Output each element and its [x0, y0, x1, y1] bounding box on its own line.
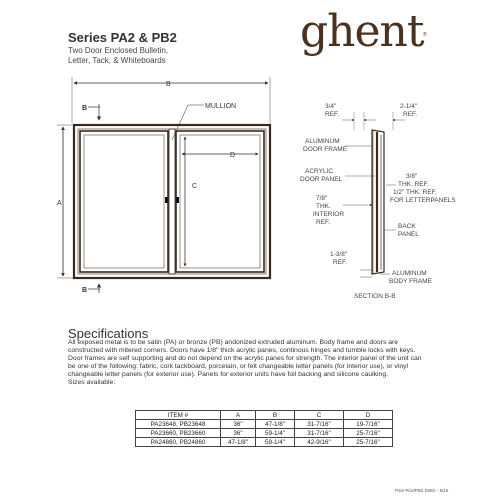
cell-b: 59-1/4": [256, 429, 295, 438]
aluminum-body-frame-line1: ALUMINUM: [392, 270, 427, 277]
acrylic-door-panel-line2: DOOR PANEL: [300, 176, 343, 183]
back-panel-line2: PANEL: [398, 231, 419, 238]
table-row: [136, 438, 393, 447]
cell-d: 25-7/16": [344, 438, 393, 447]
aluminum-door-frame-line1: ALUMINUM: [305, 138, 340, 145]
section-b-b-label: SECTION B-B: [354, 293, 396, 300]
col-item: ITEM #: [136, 411, 221, 420]
section-view: [300, 103, 456, 300]
dim-7-8-ref: REF.: [316, 219, 331, 226]
cell-item: PA23660, PB23660: [136, 429, 221, 438]
col-d: D: [344, 411, 393, 420]
dim-2-1-4-ref: REF.: [403, 111, 418, 118]
cell-a: 36": [221, 420, 256, 429]
acrylic-door-panel-line1: ACRYLIC: [305, 168, 334, 175]
drawing-footer: PSS-PA2/PB2.DWG - 8/15: [395, 488, 449, 493]
dim-2-1-4: 2-1/4": [400, 103, 418, 110]
dim-b-label: B: [166, 81, 171, 88]
mullion-label: MULLION: [205, 103, 237, 110]
dim-c-label: C: [192, 183, 198, 190]
cell-d: 25-7/16": [344, 429, 393, 438]
cell-c: 31-7/16": [295, 429, 344, 438]
aluminum-door-frame-line2: DOOR FRAME: [303, 146, 348, 153]
registered-mark: ®: [423, 32, 427, 38]
subtitle-line: Letter, Tack, & Whiteboards: [68, 56, 166, 65]
section-marker-top: B: [82, 105, 88, 112]
col-b: B: [256, 411, 295, 420]
cell-item: PA23648, PB23648: [136, 420, 221, 429]
table-row: [136, 429, 393, 438]
subtitle-line: Two Door Enclosed Bulletin,: [68, 46, 169, 55]
dim-3-4-ref: REF.: [325, 111, 340, 118]
dim-7-8-thk: THK.: [316, 203, 331, 210]
specifications-body: [68, 339, 428, 388]
cell-a: 36": [221, 429, 256, 438]
aluminum-body-frame-line2: BODY FRAME: [389, 278, 432, 285]
cell-d: 19-7/16": [344, 420, 393, 429]
specifications-text: All exposed metal is to be satin (PA) or bronze (PB) andonized extruded aluminum. Body frame and doors are constructed with mitered corners. Doors have 1/8" thick acrylic panes, continous hinges and tumble locks with keys. Door frames are self supporting and do not depend on the acrylic panes for strength. The interior panel of the unit can be one of the following: fabric, cork tackboard, porcelain, or felt changeable letter panels (for interior use), or vinyl changeable letter panels (for exterior use). Panels for exterior units have foil backing and silicone caulking.: [68, 339, 422, 379]
cell-c: 31-7/16": [295, 420, 344, 429]
cell-item: PA24860, PB24860: [136, 438, 221, 447]
col-c: C: [295, 411, 344, 420]
cell-b: 59-1/4": [256, 438, 295, 447]
sizes-label: Sizes available:: [68, 379, 116, 387]
section-marker-bottom: B: [82, 287, 88, 294]
cell-b: 47-1/8": [256, 420, 295, 429]
dim-3-8: 3/8": [406, 173, 418, 180]
dim-letterpanels: FOR LETTERPANELS: [390, 197, 456, 204]
dim-1-2-ref: 1/2" THK. REF.: [393, 189, 437, 196]
dim-3-4: 3/4": [325, 103, 337, 110]
dim-7-8-interior: INTERIOR: [313, 211, 345, 218]
dim-a-label: A: [57, 200, 62, 207]
page-title: Series PA2 & PB2: [68, 30, 177, 45]
cell-a: 47-1/8": [221, 438, 256, 447]
dim-7-8: 7/8": [316, 195, 328, 202]
dim-d-label: D: [230, 152, 236, 159]
specifications-heading: Specifications: [68, 326, 149, 341]
table-row: [136, 420, 393, 429]
cell-c: 42-9/16": [295, 438, 344, 447]
dim-3-8-ref: THK. REF.: [398, 181, 429, 188]
sizes-table: [135, 410, 393, 447]
dim-1-3-8-ref: REF.: [333, 259, 348, 266]
brand-logo: ghent: [300, 6, 424, 57]
table-header-row: [136, 411, 393, 420]
front-view: [57, 77, 270, 294]
col-a: A: [221, 411, 256, 420]
back-panel-line1: BACK: [398, 223, 416, 230]
dim-1-3-8: 1-3/8": [330, 251, 348, 258]
